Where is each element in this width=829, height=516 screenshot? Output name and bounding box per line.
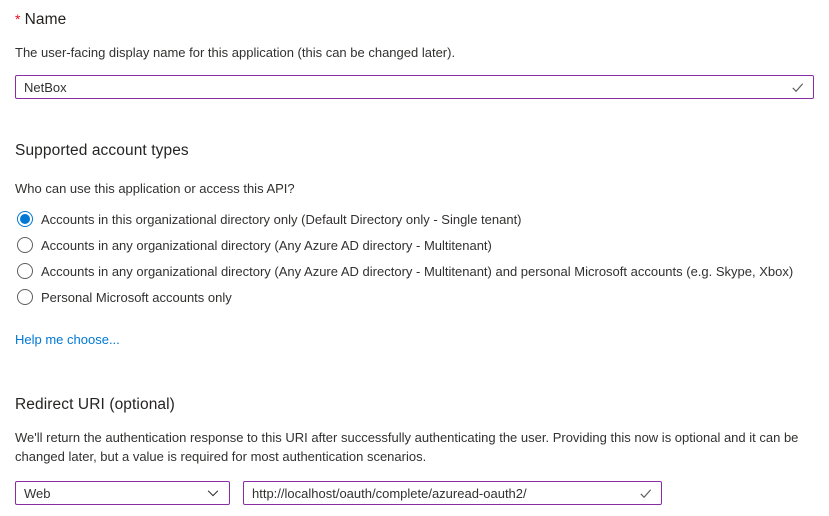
valid-check-icon: [790, 80, 805, 95]
name-input[interactable]: [24, 80, 782, 95]
required-asterisk: *: [15, 11, 21, 27]
account-types-section: [15, 142, 814, 347]
account-types-title: Supported account types: [15, 142, 189, 159]
radio-option-label: Accounts in this organizational directory only (Default Directory only - Single tenant): [41, 211, 522, 227]
name-description: The user-facing display name for this application (this can be changed later).: [15, 45, 456, 60]
radio-button-icon[interactable]: [17, 289, 33, 305]
redirect-uri-description: We'll return the authentication response to this URI after successfully authenticating the user. Providing this now is optional and it can be changed later, but a value is required for most authentication scenarios.: [15, 430, 799, 464]
radio-option-label: Personal Microsoft accounts only: [41, 289, 232, 305]
redirect-uri-input[interactable]: [252, 486, 630, 501]
platform-select[interactable]: [15, 481, 230, 505]
chevron-down-icon: [205, 485, 221, 501]
redirect-uri-title: Redirect URI (optional): [15, 396, 175, 413]
radio-button-icon[interactable]: [17, 263, 33, 279]
radio-option-label: Accounts in any organizational directory (Any Azure AD directory - Multitenant): [41, 237, 492, 253]
redirect-uri-section: [15, 396, 814, 505]
account-types-question: Who can use this application or access this API?: [15, 181, 295, 196]
name-input-box[interactable]: [15, 75, 814, 99]
name-title-text: Name: [24, 11, 67, 28]
platform-select-value: Web: [24, 485, 51, 501]
valid-check-icon: [638, 486, 653, 501]
help-me-choose-link[interactable]: Help me choose...: [15, 332, 120, 347]
redirect-uri-input-box[interactable]: [243, 481, 662, 505]
radio-button-icon[interactable]: [17, 211, 33, 227]
radio-option-personal-only[interactable]: [15, 287, 814, 307]
name-section-title: [15, 11, 814, 29]
radio-option-multitenant[interactable]: [15, 235, 814, 255]
radio-option-multitenant-personal[interactable]: [15, 261, 814, 281]
radio-option-single-tenant[interactable]: [15, 209, 814, 229]
account-types-radio-group: [15, 209, 814, 307]
redirect-uri-row: [15, 481, 814, 505]
radio-button-icon[interactable]: [17, 237, 33, 253]
radio-option-label: Accounts in any organizational directory (Any Azure AD directory - Multitenant) and personal Microsoft accounts (e.g. Skype, Xbox): [41, 263, 794, 279]
name-section: [15, 11, 814, 99]
